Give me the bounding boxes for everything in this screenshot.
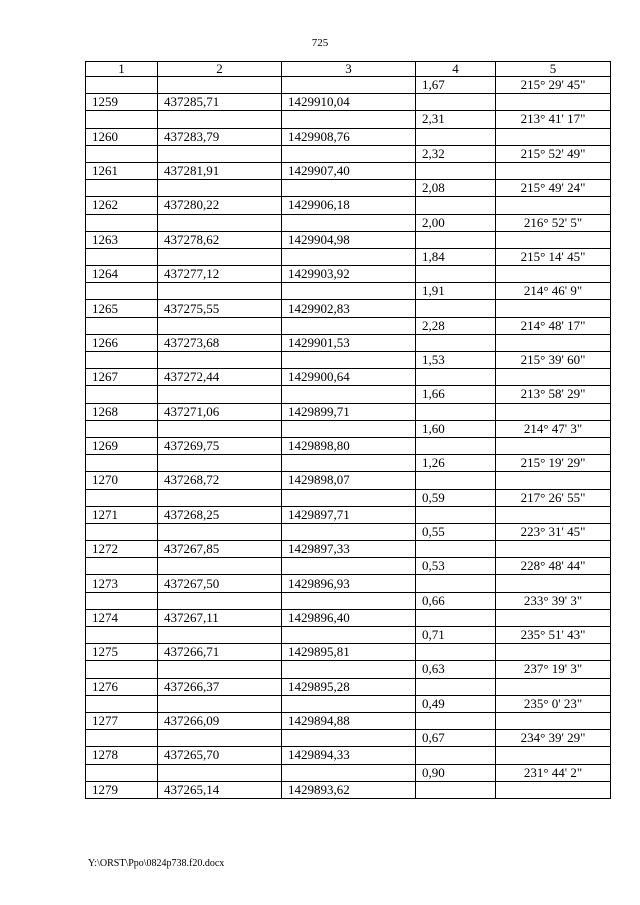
table-row: [86, 712, 611, 729]
point-number-cell: 1278: [86, 747, 158, 764]
table-row: [86, 145, 611, 162]
point-number-cell: 1263: [86, 231, 158, 248]
table-row: [86, 248, 611, 265]
point-number-cell: [86, 627, 158, 644]
direction-angle-cell: 234° 39' 29": [496, 730, 611, 747]
table-row: [86, 231, 611, 248]
table-header: [86, 62, 611, 77]
direction-angle-cell: [496, 609, 611, 626]
distance-cell: 0,55: [416, 523, 496, 540]
direction-angle-cell: [496, 781, 611, 798]
table-row: [86, 180, 611, 197]
distance-cell: [416, 644, 496, 661]
x-coordinate-cell: 437267,11: [158, 609, 282, 626]
distance-cell: 0,71: [416, 627, 496, 644]
direction-angle-cell: 235° 0' 23": [496, 695, 611, 712]
x-coordinate-cell: [158, 386, 282, 403]
distance-cell: 1,26: [416, 455, 496, 472]
x-coordinate-cell: 437265,14: [158, 781, 282, 798]
table-row: [86, 266, 611, 283]
distance-cell: 2,08: [416, 180, 496, 197]
direction-angle-cell: [496, 266, 611, 283]
y-coordinate-cell: 1429906,18: [282, 197, 416, 214]
distance-cell: [416, 403, 496, 420]
point-number-cell: [86, 180, 158, 197]
distance-cell: [416, 334, 496, 351]
distance-cell: [416, 266, 496, 283]
distance-cell: 0,49: [416, 695, 496, 712]
distance-cell: [416, 472, 496, 489]
point-number-cell: [86, 661, 158, 678]
table-row: [86, 489, 611, 506]
distance-cell: 1,53: [416, 352, 496, 369]
y-coordinate-cell: [282, 352, 416, 369]
direction-angle-cell: [496, 197, 611, 214]
direction-angle-cell: [496, 300, 611, 317]
x-coordinate-cell: 437267,50: [158, 575, 282, 592]
table-row: [86, 94, 611, 111]
table-row: [86, 764, 611, 781]
direction-angle-cell: 214° 46' 9": [496, 283, 611, 300]
direction-angle-cell: 213° 41' 17": [496, 111, 611, 128]
y-coordinate-cell: [282, 627, 416, 644]
distance-cell: [416, 128, 496, 145]
y-coordinate-cell: [282, 764, 416, 781]
distance-cell: [416, 575, 496, 592]
distance-cell: [416, 437, 496, 454]
point-number-cell: [86, 558, 158, 575]
table-row: [86, 128, 611, 145]
x-coordinate-cell: 437272,44: [158, 369, 282, 386]
distance-cell: [416, 747, 496, 764]
point-number-cell: [86, 386, 158, 403]
x-coordinate-cell: 437283,79: [158, 128, 282, 145]
y-coordinate-cell: 1429901,53: [282, 334, 416, 351]
direction-angle-cell: [496, 506, 611, 523]
table-row: [86, 678, 611, 695]
x-coordinate-cell: [158, 248, 282, 265]
table-row: [86, 781, 611, 798]
table-row: [86, 317, 611, 334]
point-number-cell: 1262: [86, 197, 158, 214]
y-coordinate-cell: [282, 730, 416, 747]
distance-cell: [416, 541, 496, 558]
table-row: [86, 214, 611, 231]
y-coordinate-cell: [282, 248, 416, 265]
direction-angle-cell: 215° 52' 49": [496, 145, 611, 162]
x-coordinate-cell: [158, 523, 282, 540]
x-coordinate-cell: 437280,22: [158, 197, 282, 214]
y-coordinate-cell: 1429896,93: [282, 575, 416, 592]
y-coordinate-cell: [282, 317, 416, 334]
table-row: [86, 523, 611, 540]
page-number: 725: [311, 37, 329, 49]
direction-angle-cell: [496, 369, 611, 386]
point-number-cell: 1259: [86, 94, 158, 111]
point-number-cell: [86, 248, 158, 265]
direction-angle-cell: 235° 51' 43": [496, 627, 611, 644]
table-row: [86, 403, 611, 420]
x-coordinate-cell: 437275,55: [158, 300, 282, 317]
y-coordinate-cell: 1429896,40: [282, 609, 416, 626]
direction-angle-cell: 215° 14' 45": [496, 248, 611, 265]
table-row: [86, 609, 611, 626]
x-coordinate-cell: [158, 145, 282, 162]
point-number-cell: [86, 764, 158, 781]
direction-angle-cell: [496, 403, 611, 420]
coordinates-table: [85, 61, 611, 799]
distance-cell: 1,67: [416, 77, 496, 94]
x-coordinate-cell: [158, 730, 282, 747]
x-coordinate-cell: 437268,72: [158, 472, 282, 489]
x-coordinate-cell: [158, 111, 282, 128]
point-number-cell: 1277: [86, 712, 158, 729]
distance-cell: 0,66: [416, 592, 496, 609]
point-number-cell: [86, 592, 158, 609]
direction-angle-cell: [496, 712, 611, 729]
header-row: [86, 62, 611, 77]
table-row: [86, 541, 611, 558]
x-coordinate-cell: [158, 214, 282, 231]
table-row: [86, 437, 611, 454]
distance-cell: [416, 678, 496, 695]
direction-angle-cell: [496, 575, 611, 592]
point-number-cell: [86, 111, 158, 128]
table-row: [86, 627, 611, 644]
point-number-cell: 1274: [86, 609, 158, 626]
distance-cell: 2,00: [416, 214, 496, 231]
y-coordinate-cell: 1429898,80: [282, 437, 416, 454]
y-coordinate-cell: 1429898,07: [282, 472, 416, 489]
table-row: [86, 77, 611, 94]
distance-cell: 1,66: [416, 386, 496, 403]
table-row: [86, 455, 611, 472]
point-number-cell: 1267: [86, 369, 158, 386]
y-coordinate-cell: 1429908,76: [282, 128, 416, 145]
y-coordinate-cell: 1429894,33: [282, 747, 416, 764]
distance-cell: 0,67: [416, 730, 496, 747]
x-coordinate-cell: [158, 558, 282, 575]
direction-angle-cell: 215° 19' 29": [496, 455, 611, 472]
distance-cell: [416, 712, 496, 729]
point-number-cell: 1268: [86, 403, 158, 420]
direction-angle-cell: [496, 541, 611, 558]
distance-cell: [416, 300, 496, 317]
table-row: [86, 695, 611, 712]
y-coordinate-cell: [282, 592, 416, 609]
x-coordinate-cell: 437269,75: [158, 437, 282, 454]
table-row: [86, 747, 611, 764]
table-row: [86, 575, 611, 592]
header-col-5: 5: [496, 62, 611, 77]
x-coordinate-cell: 437278,62: [158, 231, 282, 248]
x-coordinate-cell: [158, 77, 282, 94]
direction-angle-cell: 215° 49' 24": [496, 180, 611, 197]
y-coordinate-cell: [282, 145, 416, 162]
header-col-4: 4: [416, 62, 496, 77]
x-coordinate-cell: 437266,37: [158, 678, 282, 695]
distance-cell: [416, 197, 496, 214]
y-coordinate-cell: [282, 420, 416, 437]
x-coordinate-cell: [158, 180, 282, 197]
y-coordinate-cell: [282, 455, 416, 472]
direction-angle-cell: 233° 39' 3": [496, 592, 611, 609]
x-coordinate-cell: [158, 455, 282, 472]
table-row: [86, 730, 611, 747]
direction-angle-cell: 217° 26' 55": [496, 489, 611, 506]
point-number-cell: [86, 214, 158, 231]
distance-cell: 1,84: [416, 248, 496, 265]
point-number-cell: 1275: [86, 644, 158, 661]
table-row: [86, 386, 611, 403]
y-coordinate-cell: [282, 180, 416, 197]
table-row: [86, 197, 611, 214]
point-number-cell: 1270: [86, 472, 158, 489]
direction-angle-cell: 215° 29' 45": [496, 77, 611, 94]
table-row: [86, 558, 611, 575]
point-number-cell: 1272: [86, 541, 158, 558]
distance-cell: [416, 781, 496, 798]
direction-angle-cell: [496, 334, 611, 351]
direction-angle-cell: 214° 47' 3": [496, 420, 611, 437]
point-number-cell: 1279: [86, 781, 158, 798]
x-coordinate-cell: 437268,25: [158, 506, 282, 523]
y-coordinate-cell: [282, 111, 416, 128]
point-number-cell: 1266: [86, 334, 158, 351]
table-row: [86, 300, 611, 317]
direction-angle-cell: 216° 52' 5": [496, 214, 611, 231]
table-row: [86, 162, 611, 179]
y-coordinate-cell: 1429904,98: [282, 231, 416, 248]
y-coordinate-cell: 1429910,04: [282, 94, 416, 111]
y-coordinate-cell: 1429895,28: [282, 678, 416, 695]
y-coordinate-cell: [282, 695, 416, 712]
header-col-1: 1: [86, 62, 158, 77]
point-number-cell: [86, 489, 158, 506]
table-row: [86, 111, 611, 128]
point-number-cell: 1264: [86, 266, 158, 283]
x-coordinate-cell: [158, 695, 282, 712]
point-number-cell: 1265: [86, 300, 158, 317]
point-number-cell: [86, 695, 158, 712]
point-number-cell: [86, 420, 158, 437]
distance-cell: [416, 506, 496, 523]
x-coordinate-cell: 437277,12: [158, 266, 282, 283]
y-coordinate-cell: [282, 489, 416, 506]
direction-angle-cell: 213° 58' 29": [496, 386, 611, 403]
x-coordinate-cell: 437273,68: [158, 334, 282, 351]
header-col-3: 3: [282, 62, 416, 77]
x-coordinate-cell: 437265,70: [158, 747, 282, 764]
point-number-cell: [86, 283, 158, 300]
direction-angle-cell: [496, 162, 611, 179]
distance-cell: [416, 609, 496, 626]
direction-angle-cell: [496, 437, 611, 454]
y-coordinate-cell: 1429897,71: [282, 506, 416, 523]
table-body: [86, 77, 611, 799]
y-coordinate-cell: [282, 214, 416, 231]
y-coordinate-cell: [282, 386, 416, 403]
y-coordinate-cell: [282, 283, 416, 300]
x-coordinate-cell: 437281,91: [158, 162, 282, 179]
distance-cell: 0,63: [416, 661, 496, 678]
point-number-cell: [86, 77, 158, 94]
y-coordinate-cell: [282, 77, 416, 94]
direction-angle-cell: [496, 231, 611, 248]
direction-angle-cell: [496, 644, 611, 661]
direction-angle-cell: 237° 19' 3": [496, 661, 611, 678]
direction-angle-cell: [496, 747, 611, 764]
distance-cell: [416, 94, 496, 111]
point-number-cell: [86, 523, 158, 540]
y-coordinate-cell: [282, 558, 416, 575]
y-coordinate-cell: [282, 661, 416, 678]
y-coordinate-cell: [282, 523, 416, 540]
point-number-cell: [86, 455, 158, 472]
x-coordinate-cell: [158, 627, 282, 644]
y-coordinate-cell: 1429903,92: [282, 266, 416, 283]
point-number-cell: 1273: [86, 575, 158, 592]
table-row: [86, 352, 611, 369]
direction-angle-cell: [496, 94, 611, 111]
x-coordinate-cell: [158, 352, 282, 369]
x-coordinate-cell: [158, 489, 282, 506]
header-col-2: 2: [158, 62, 282, 77]
x-coordinate-cell: 437266,09: [158, 712, 282, 729]
x-coordinate-cell: [158, 283, 282, 300]
direction-angle-cell: 228° 48' 44": [496, 558, 611, 575]
point-number-cell: 1271: [86, 506, 158, 523]
table-row: [86, 661, 611, 678]
point-number-cell: [86, 145, 158, 162]
table-row: [86, 420, 611, 437]
y-coordinate-cell: 1429899,71: [282, 403, 416, 420]
distance-cell: [416, 231, 496, 248]
point-number-cell: 1260: [86, 128, 158, 145]
x-coordinate-cell: [158, 661, 282, 678]
y-coordinate-cell: 1429902,83: [282, 300, 416, 317]
table-row: [86, 334, 611, 351]
distance-cell: 0,90: [416, 764, 496, 781]
distance-cell: 1,60: [416, 420, 496, 437]
point-number-cell: 1269: [86, 437, 158, 454]
distance-cell: [416, 369, 496, 386]
table-row: [86, 369, 611, 386]
x-coordinate-cell: 437271,06: [158, 403, 282, 420]
table-row: [86, 592, 611, 609]
x-coordinate-cell: [158, 592, 282, 609]
distance-cell: 0,59: [416, 489, 496, 506]
y-coordinate-cell: 1429900,64: [282, 369, 416, 386]
table-row: [86, 283, 611, 300]
point-number-cell: [86, 352, 158, 369]
y-coordinate-cell: 1429897,33: [282, 541, 416, 558]
x-coordinate-cell: 437285,71: [158, 94, 282, 111]
footer-file-path: Y:\ORST\Ppo\0824p738.f20.docx: [88, 858, 225, 869]
x-coordinate-cell: [158, 420, 282, 437]
table-row: [86, 506, 611, 523]
y-coordinate-cell: 1429895,81: [282, 644, 416, 661]
x-coordinate-cell: 437266,71: [158, 644, 282, 661]
y-coordinate-cell: 1429894,88: [282, 712, 416, 729]
distance-cell: 2,32: [416, 145, 496, 162]
direction-angle-cell: [496, 128, 611, 145]
table-row: [86, 472, 611, 489]
direction-angle-cell: 214° 48' 17": [496, 317, 611, 334]
distance-cell: 1,91: [416, 283, 496, 300]
point-number-cell: 1261: [86, 162, 158, 179]
point-number-cell: [86, 730, 158, 747]
distance-cell: 0,53: [416, 558, 496, 575]
direction-angle-cell: [496, 678, 611, 695]
direction-angle-cell: 231° 44' 2": [496, 764, 611, 781]
distance-cell: 2,31: [416, 111, 496, 128]
distance-cell: 2,28: [416, 317, 496, 334]
y-coordinate-cell: 1429893,62: [282, 781, 416, 798]
x-coordinate-cell: 437267,85: [158, 541, 282, 558]
distance-cell: [416, 162, 496, 179]
x-coordinate-cell: [158, 317, 282, 334]
table-row: [86, 644, 611, 661]
x-coordinate-cell: [158, 764, 282, 781]
point-number-cell: [86, 317, 158, 334]
direction-angle-cell: 223° 31' 45": [496, 523, 611, 540]
direction-angle-cell: [496, 472, 611, 489]
point-number-cell: 1276: [86, 678, 158, 695]
direction-angle-cell: 215° 39' 60": [496, 352, 611, 369]
y-coordinate-cell: 1429907,40: [282, 162, 416, 179]
